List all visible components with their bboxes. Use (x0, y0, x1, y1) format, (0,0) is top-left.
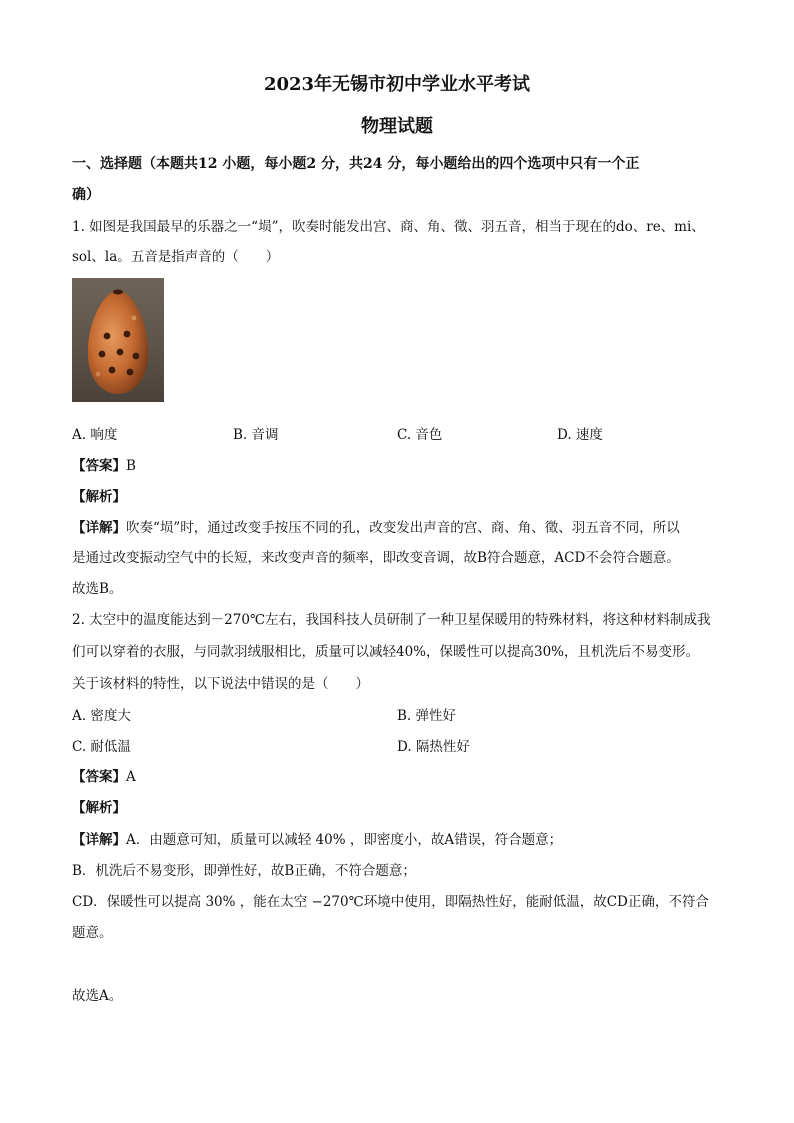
q1-option-c: C. 音色 (397, 427, 443, 443)
q1-detail-text1: 吹奏“埙”时，通过改变手按压不同的孔，改变发出声音的宫、商、角、徵、羽五音不同，所以 (126, 520, 680, 536)
page-subtitle: 物理试题 (361, 116, 433, 137)
xun-instrument-image (72, 278, 164, 402)
q2-detail-tag: 【详解】 (72, 832, 126, 848)
q1-option-a: A. 响度 (72, 427, 118, 443)
q2-detail-text1: A．由题意可知，质量可以减轻 40% ，即密度小，故A错误，符合题意； (126, 832, 563, 848)
q1-answer (72, 454, 136, 474)
q2-detail-line2: B．机洗后不易变形，即弹性好，故B正确，不符合题意； (72, 863, 416, 879)
q2-detail-line4: 题意。 (72, 925, 113, 941)
q1-answer-value: B (126, 458, 136, 474)
section-heading-line2: 确） (72, 187, 100, 203)
q2-conclusion: 故选A。 (72, 988, 123, 1004)
q1-option-b: B. 音调 (233, 427, 279, 443)
q1-option-d: D. 速度 (557, 427, 603, 443)
q1-stem-line2: sol、la。五音是指声音的（ ） (72, 249, 280, 265)
q2-option-a: A. 密度大 (72, 708, 131, 724)
q1-stem-line1: 1. 如图是我国最早的乐器之一“埙”，吹奏时能发出宫、商、角、徵、羽五音，相当于现在的do、re、mi、 (72, 219, 705, 235)
q1-detail-tag: 【详解】 (72, 520, 126, 536)
q2-option-b: B. 弹性好 (397, 708, 457, 724)
q2-answer-tag: 【答案】 (72, 769, 126, 785)
q2-detail-line1 (72, 828, 562, 848)
q2-stem-line1: 2. 太空中的温度能达到－270℃左右，我国科技人员研制了一种卫星保暖用的特殊材料，将这种材料制成我 (72, 612, 711, 628)
q1-analysis-tag: 【解析】 (72, 489, 126, 505)
q2-answer-value: A (126, 769, 136, 785)
q1-detail-line2: 是通过改变振动空气中的长短，来改变声音的频率，即改变音调，故B符合题意，ACD不会符合题意。 (72, 550, 680, 566)
q2-analysis-tag: 【解析】 (72, 800, 126, 816)
q1-answer-tag: 【答案】 (72, 458, 126, 474)
q2-option-d: D. 隔热性好 (397, 739, 470, 755)
q1-detail-line1 (72, 516, 680, 536)
q2-detail-line3: CD．保暖性可以提高 30% ，能在太空 −270℃环境中使用，即隔热性好，能耐低温，故CD正确，不符合 (72, 894, 709, 910)
q2-stem-line2: 们可以穿着的衣服，与同款羽绒服相比，质量可以减轻40%，保暖性可以提高30%，且机洗后不易变形。 (72, 644, 700, 660)
q2-stem-line3: 关于该材料的特性，以下说法中错误的是（ ） (72, 676, 369, 692)
page-title: 2023年无锡市初中学业水平考试 (263, 74, 531, 95)
q1-conclusion: 故选B。 (72, 581, 123, 597)
q2-option-c: C. 耐低温 (72, 739, 131, 755)
q2-answer (72, 765, 136, 785)
section-heading-line1: 一、选择题（本题共12 小题，每小题2 分，共24 分，每小题给出的四个选项中只有一个正 (72, 156, 640, 172)
